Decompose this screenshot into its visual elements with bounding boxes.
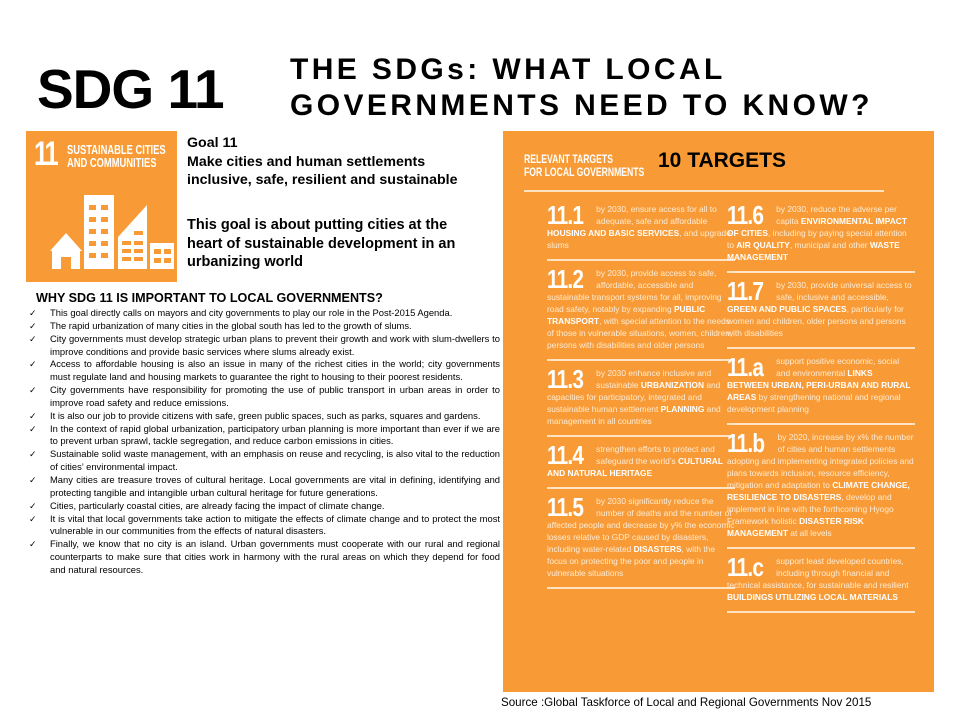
sdg-label-line-2: AND COMMUNITIES (67, 155, 157, 170)
target-description: by 2030 significantly reduce the number of deaths and the number of affected people and decrease by y% the economic losses relative to GDP caused by disasters, including water-related DISASTERS, with the focus on protecting the poor and people in vulnerable situations (547, 496, 735, 578)
divider (727, 611, 915, 613)
why-list-item (20, 358, 500, 384)
page-title-sdg11: SDG 11 (37, 58, 224, 120)
target-code: 11.6 (727, 200, 764, 230)
target-code: 11.5 (547, 492, 584, 522)
targets-column-right (727, 197, 915, 613)
targets-panel (503, 131, 934, 692)
goal-description: This goal is about putting cities at the heart of sustainable development in an urbanizing world (187, 217, 456, 270)
target-code: 11.1 (547, 200, 584, 230)
why-item-text: Many cities are treasure troves of cultural heritage. Local governments are vital in defining, identifying and protecting tangible and intangible urban cultural heritage for future generations. (50, 473, 500, 498)
panel-heading-line-2: FOR LOCAL GOVERNMENTS (524, 165, 645, 179)
target-11-c (727, 549, 915, 613)
source-caption: Source :Global Taskforce of Local and Regional Governments Nov 2015 (501, 696, 872, 709)
goal-label: Goal 11 (187, 135, 238, 151)
goal-block (187, 134, 477, 190)
why-list (20, 307, 500, 577)
target-description: support least developed countries, including through financial and technical assistance, for sustainable and resilient BUILDINGS UTILIZING LOCAL MATERIALS (727, 556, 909, 602)
target-code: 11.3 (547, 364, 584, 394)
checkmark-icon: ✓ (29, 333, 37, 344)
checkmark-icon: ✓ (29, 359, 37, 370)
divider (524, 190, 884, 192)
target-description: by 2030, provide universal access to safe, inclusive and accessible, GREEN AND PUBLIC SPACES, particularly for women and children, older persons and persons with disabilities (727, 280, 912, 338)
why-list-item (20, 474, 500, 500)
why-heading: WHY SDG 11 IS IMPORTANT TO LOCAL GOVERNMENTS? (36, 291, 383, 305)
checkmark-icon: ✓ (29, 308, 37, 318)
target-description: by 2030 enhance inclusive and sustainable URBANIZATION and capacities for participatory, integrated and sustainable human settlement PLANNING and management in all countries (547, 368, 721, 426)
target-description: by 2020, increase by x% the number of cities and human settlements adopting and implementing integrated policies and plans towards inclusion, resource efficiency, mitigation and adaptation to CLIMATE CHANGE, RESILIENCE TO DISASTERS, develop and implement in line with the forthcoming Hyogo Framework holistic DISASTER RISK MANAGEMENT at all levels (727, 432, 914, 538)
goal-statement: Make cities and human settlements inclusive, safe, resilient and sustainable (187, 153, 458, 188)
sdg11-logo (26, 131, 177, 282)
why-item-text: It is also our job to provide citizens with safe, green public spaces, such as parks, squares and gardens. (50, 409, 481, 421)
checkmark-icon: ✓ (29, 500, 37, 511)
target-code: 11.7 (727, 276, 764, 306)
target-description: support positive economic, social and environmental LINKS BETWEEN URBAN, PERI-URBAN AND RURAL AREAS by strengthening national and regional development planning (727, 356, 911, 414)
target-code: 11.a (727, 352, 764, 382)
checkmark-icon: ✓ (29, 449, 37, 460)
headline-line-1: THE SDGs: WHAT LOCAL (290, 53, 726, 86)
why-list-item (20, 320, 500, 333)
checkmark-icon: ✓ (29, 513, 37, 524)
checkmark-icon: ✓ (29, 410, 37, 421)
target-11-5 (547, 489, 735, 589)
target-11-6 (727, 197, 915, 273)
why-list-item (20, 538, 500, 577)
target-code: 11.b (727, 428, 765, 458)
why-list-item (20, 333, 500, 359)
why-list-item (20, 448, 500, 474)
checkmark-icon: ✓ (29, 385, 37, 396)
target-description: by 2030, ensure access for all to adequate, safe and affordable HOUSING AND BASIC SERVICES, and upgrade slums (547, 204, 731, 250)
target-11-4 (547, 437, 735, 489)
targets-count: 10 TARGETS (658, 149, 786, 172)
why-item-text: This goal directly calls on mayors and city governments to play our role in the Post-2015 Agenda. (50, 307, 453, 318)
why-list-item (20, 384, 500, 410)
why-list-item (20, 307, 500, 320)
headline-line-2: GOVERNMENTS NEED TO KNOW? (290, 89, 873, 122)
targets-column-left (547, 197, 735, 589)
city-buildings-icon (26, 131, 177, 282)
target-11-7 (727, 273, 915, 349)
target-description: strengthen efforts to protect and safeguard the world’s CULTURAL AND NATURAL HERITAGE (547, 444, 723, 478)
checkmark-icon: ✓ (29, 320, 37, 331)
target-11-3 (547, 361, 735, 437)
why-item-text: Access to affordable housing is also an issue in many of the richest cities in the world; city governments must regulate land and housing markets to guarantee the right to housing to their poorest residents. (50, 358, 500, 383)
why-item-text: City governments have responsibility for promoting the use of public transport in urban areas in order to improve road safety and reduce emissions. (50, 384, 500, 408)
target-code: 11.2 (547, 264, 584, 294)
target-11-b (727, 425, 915, 549)
target-description: by 2030, reduce the adverse per capita ENVIRONMENTAL IMPACT OF CITIES, including by paying special attention to AIR QUALITY, municipal and other WASTE MANAGEMENT (727, 204, 907, 262)
target-code: 11.c (727, 552, 764, 582)
targets-panel-heading (524, 153, 644, 179)
target-description: by 2030, provide access to safe, affordable, accessible and sustainable transport systems for all, improving road safety, notably by expanding PUBLIC TRANSPORT, with special attention to the needs of those in vulnerable situations, women, children, persons with disabilities and older persons (547, 268, 733, 350)
target-11-a (727, 349, 915, 425)
checkmark-icon: ✓ (29, 539, 37, 550)
why-list-item (20, 410, 500, 423)
why-item-text: City governments must develop strategic urban plans to prevent their growth and work with slum-dwellers to improve conditions and provide basic services where slums already exist. (50, 332, 500, 357)
sdg-label-line-1: SUSTAINABLE CITIES (67, 142, 166, 157)
why-list-item (20, 513, 500, 539)
sdg-number: 11 (34, 135, 57, 173)
panel-heading-line-1: RELEVANT TARGETS (524, 152, 613, 166)
checkmark-icon: ✓ (29, 474, 37, 485)
target-11-1 (547, 197, 735, 261)
why-item-text: It is vital that local governments take action to mitigate the effects of climate change and to protect the most vulnerable in our communities from the effects of natural disasters. (50, 512, 500, 537)
divider (547, 587, 735, 589)
target-code: 11.4 (547, 440, 584, 470)
why-item-text: Cities, particularly coastal cities, are already facing the impact of climate change. (50, 499, 385, 511)
why-item-text: The rapid urbanization of many cities in the global south has led to the growth of slums. (50, 319, 412, 331)
page-headline (290, 52, 873, 124)
why-list-item (20, 423, 500, 449)
target-11-2 (547, 261, 735, 361)
why-item-text: In the context of rapid global urbanization, participatory urban planning is more important than ever if we are to prevent urban sprawl, tackle segregation, and reduce carbon emissions in cities. (50, 422, 500, 447)
why-list-item (20, 500, 500, 513)
why-item-text: Sustainable solid waste management, with an emphasis on reuse and recycling, is also vital to the reduction of cities’ environmental impact. (50, 448, 500, 473)
checkmark-icon: ✓ (29, 423, 37, 434)
why-item-text: Finally, we know that no city is an island. Urban governments must cooperate with our rural and regional counterparts to make sure that cities work in harmony with the rural areas on which they depend for food and natural resources. (50, 538, 500, 575)
